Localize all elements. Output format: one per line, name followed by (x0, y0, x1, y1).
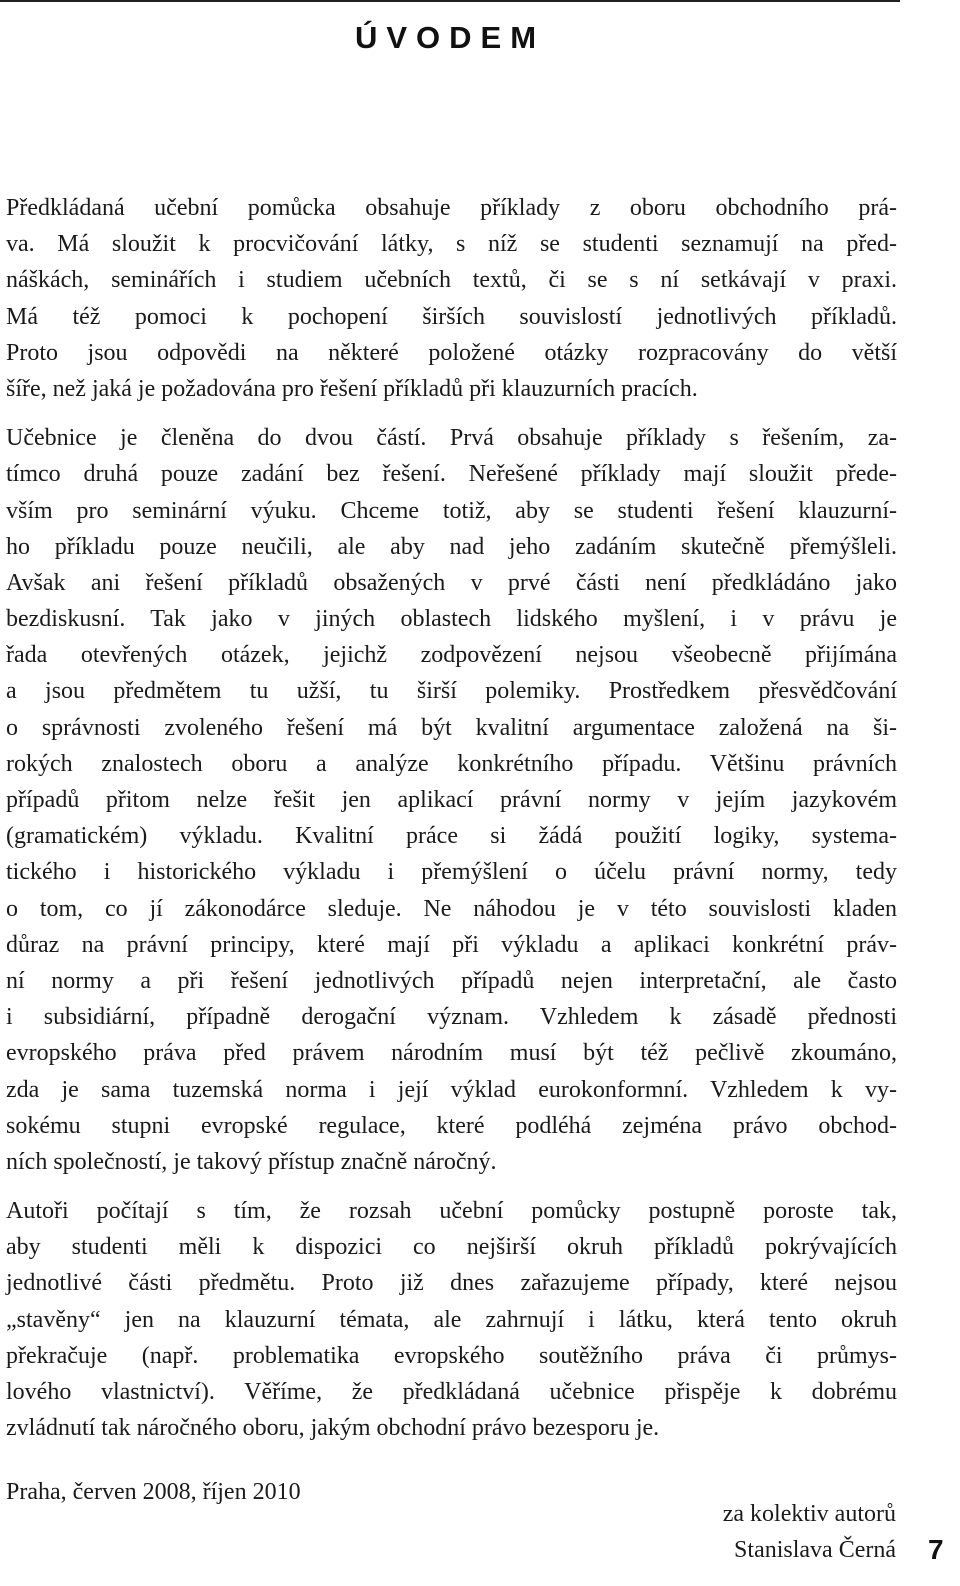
signature-block (723, 1496, 896, 1568)
paragraph-line: lového vlastnictví). Věříme, že předkládaná učebnice přispěje k dobrému (6, 1379, 897, 1405)
paragraph-line: zda je sama tuzemská norma i její výklad eurokonformní. Vzhledem k vy- (6, 1076, 897, 1103)
paragraph-line: Učebnice je členěna do dvou částí. Prvá obsahuje příklady s řešením, za- (6, 425, 897, 452)
paragraph-line: tického i historického výkladu i přemýšlení o účelu právní normy, tedy (6, 859, 897, 886)
paragraph-line: a jsou předmětem tu užší, tu širší polemiky. Prostředkem přesvědčování (6, 678, 897, 705)
signature-line-2: Stanislava Černá (734, 1537, 896, 1563)
signature-line-1: za kolektiv autorů (722, 1501, 896, 1527)
page-number: 7 (928, 1534, 944, 1565)
paragraph-line: Avšak ani řešení příkladů obsažených v prvé části není předkládáno jako (6, 569, 897, 596)
paragraph-line: tímco druhá pouze zadání bez řešení. Neřešené příklady mají sloužit přede- (6, 461, 897, 488)
paragraph-line: evropského práva před právem národním musí být též pečlivě zkoumáno, (6, 1040, 897, 1067)
paragraph-line: Má též pomoci k pochopení širších souvislostí jednotlivých příkladů. (6, 303, 897, 330)
paragraph-line: řada otevřených otázek, jejichž zodpovězení nejsou všeobecně přijímána (6, 642, 897, 669)
paragraph-line: Proto jsou odpovědi na některé položené otázky rozpracovány do větší (6, 339, 897, 366)
paragraph-line: případů přitom nelze řešit jen aplikací právní normy v jejím jazykovém (6, 787, 897, 813)
paragraph-line: důraz na právní principy, které mají při výkladu a aplikaci konkrétní práv- (6, 931, 897, 958)
paragraph-line: ní normy a při řešení jednotlivých případů nejen interpretační, ale často (6, 967, 897, 994)
paragraph-line: ních společností, je takový přístup značně náročný. (6, 1148, 497, 1175)
paragraph-line: bezdiskusní. Tak jako v jiných oblastech lidského myšlení, i v právu je (6, 606, 897, 633)
paragraph-line: va. Má sloužit k procvičování látky, s níž se studenti seznamují na před- (6, 231, 897, 258)
paragraph-2 (6, 420, 897, 1180)
paragraph-line: ho příkladu pouze neučili, ale aby nad jeho zadáním skutečně přemýšleli. (6, 533, 897, 560)
paragraph-line: i subsidiární, případně derogační význam. Vzhledem k zásadě přednosti (6, 1004, 897, 1031)
body-text (6, 190, 897, 1459)
paragraph-line: Předkládaná učební pomůcka obsahuje příklady z oboru obchodního prá- (6, 195, 897, 221)
paragraph-line: o správnosti zvoleného řešení má být kvalitní argumentace založená na ši- (6, 714, 897, 741)
paragraph-line: vším pro seminární výuku. Chceme totiž, aby se studenti řešení klauzurní- (6, 497, 897, 524)
paragraph-line: jednotlivé části předmětu. Proto již dnes zařazujeme případy, které nejsou (6, 1270, 897, 1297)
paragraph-3 (6, 1193, 897, 1446)
paragraph-line: aby studenti měli k dispozici co nejširší okruh příkladů pokrývajících (6, 1234, 897, 1261)
top-rule (0, 0, 900, 2)
paragraph-line: zvládnutí tak náročného oboru, jakým obchodní právo bezesporu je. (6, 1415, 660, 1442)
paragraph-line: o tom, co jí zákonodárce sleduje. Ne náhodou je v této souvislosti kladen (6, 895, 897, 922)
paragraph-1 (6, 190, 897, 407)
paragraph-line: rokých znalostech oboru a analýze konkrétního případu. Většinu právních (6, 750, 897, 777)
paragraph-line: sokému stupni evropské regulace, které podléhá zejména právo obchod- (6, 1112, 897, 1139)
paragraph-line: (gramatickém) výkladu. Kvalitní práce si žádá použití logiky, systema- (6, 823, 897, 850)
paragraph-line: Autoři počítají s tím, že rozsah učební pomůcky postupně poroste tak, (6, 1198, 897, 1225)
page-heading: ÚVODEM (354, 20, 546, 55)
paragraph-line: šíře, než jaká je požadována pro řešení příkladů při klauzurních pracích. (6, 375, 698, 402)
dateline: Praha, červen 2008, říjen 2010 (6, 1479, 301, 1505)
paragraph-line: náškách, seminářích i studiem učebních textů, či se s ní setkávají v praxi. (6, 267, 897, 294)
paragraph-line: „stavěny“ jen na klauzurní témata, ale zahrnují i látku, která tento okruh (6, 1306, 897, 1333)
paragraph-line: překračuje (např. problematika evropského soutěžního práva či průmys- (6, 1342, 897, 1369)
